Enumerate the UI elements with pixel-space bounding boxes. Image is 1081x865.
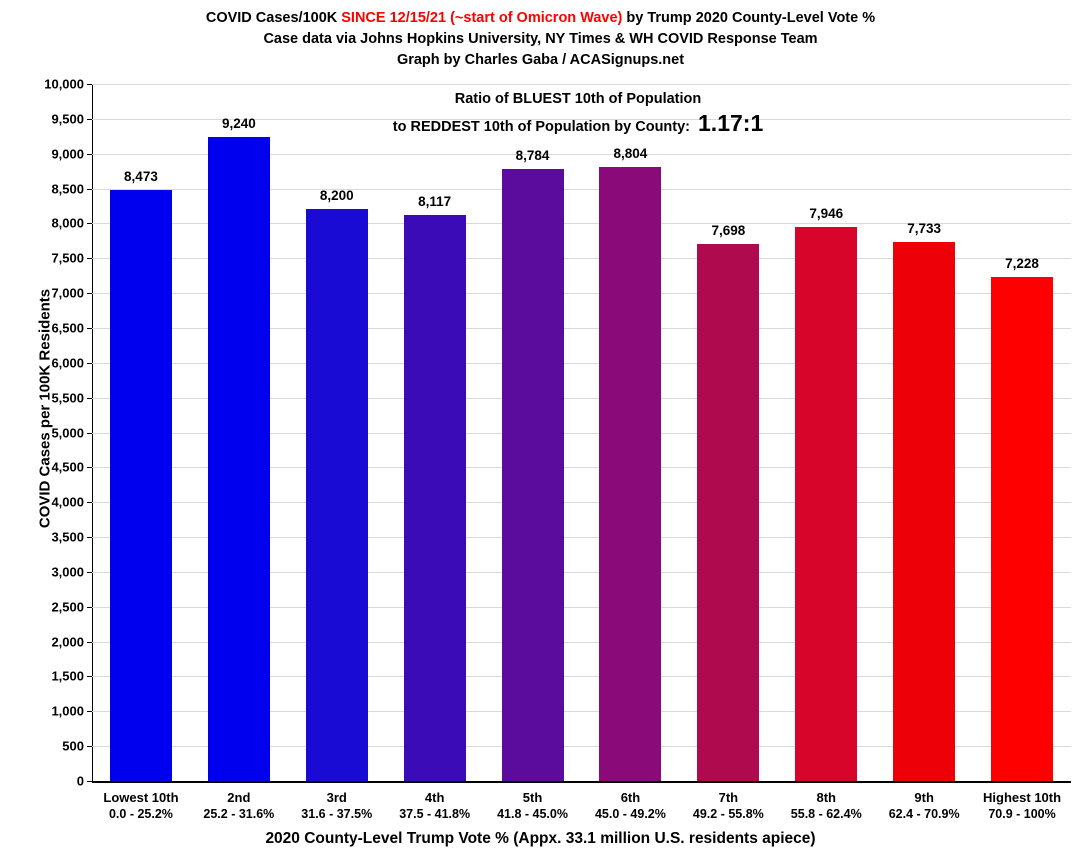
bar-value-label: 8,784 [515,147,550,163]
y-axis-title: COVID Cases per 100K Residents [36,288,54,529]
ratio-annotation-line-1: Ratio of BLUEST 10th of Population [454,91,702,107]
y-tick-label: 6,000 [51,355,84,371]
x-tick-label: 7th [718,790,739,805]
bar[interactable] [893,242,955,781]
bar-value-label: 8,117 [418,194,452,210]
x-tick-label: 5th [522,790,543,805]
y-tick-mark [87,258,92,259]
y-tick-label: 1,500 [51,668,84,684]
bar-value-label: 8,473 [124,169,158,185]
x-tick-range-label: 62.4 - 70.9% [888,807,960,821]
x-tick-range-label: 37.5 - 41.8% [399,807,471,821]
bar[interactable] [110,190,172,781]
y-tick-label: 6,500 [51,320,84,336]
y-tick-mark [87,537,92,538]
y-tick-mark [87,363,92,364]
y-tick-label: 8,000 [51,215,84,231]
x-tick-label: Highest 10th [983,790,1062,805]
bar-value-label: 7,228 [1005,256,1039,272]
y-tick-label: 4,500 [51,459,84,475]
bar[interactable] [502,169,564,781]
x-tick-label: Lowest 10th [103,790,179,805]
y-tick-mark [87,642,92,643]
x-tick-range-label: 31.6 - 37.5% [301,807,373,821]
ratio-annotation-line-2: to REDDEST 10th of Population by County: [392,119,691,135]
y-tick-label: 3,500 [51,529,84,545]
x-tick-range-label: 41.8 - 45.0% [497,807,568,821]
chart-title-part-1: COVID Cases/100K [205,10,342,26]
bar[interactable] [991,277,1053,781]
y-tick-label: 2,000 [51,634,84,650]
bar-value-label: 7,733 [907,221,942,236]
y-tick-label: 9,500 [51,111,84,127]
y-tick-label: 1,000 [51,703,84,719]
x-tick-group [962,789,1081,823]
ratio-annotation-value: 1.17:1 [698,110,764,136]
y-tick-mark [87,293,92,294]
y-tick-label: 7,000 [51,285,84,301]
y-tick-mark [87,502,92,503]
x-axis-title: 2020 County-Level Trump Vote % (Appx. 33.1 million U.S. residents apiece) [265,830,816,847]
bar-value-label: 8,200 [319,188,354,204]
x-tick-label: 4th [424,790,445,805]
x-tick-range-label: 0.0 - 25.2% [108,807,173,821]
x-tick-range-label: 49.2 - 55.8% [692,807,764,821]
y-tick-label: 8,500 [51,181,84,197]
y-tick-mark [87,607,92,608]
y-tick-label: 5,500 [51,390,84,406]
bar[interactable] [697,244,759,781]
x-tick-range-label: 55.8 - 62.4% [790,807,862,821]
gridline [92,84,1071,85]
y-tick-label: 4,000 [51,494,84,510]
y-tick-label: 0 [76,773,84,789]
ratio-annotation [378,88,778,138]
y-tick-mark [87,572,92,573]
x-tick-label: 8th [816,790,836,805]
bar[interactable] [404,215,466,781]
y-tick-mark [87,328,92,329]
bar-value-label: 7,698 [711,223,746,239]
chart-subtitle-author: Graph by Charles Gaba / ACASignups.net [396,52,685,68]
y-tick-mark [87,223,92,224]
bar[interactable] [208,137,270,781]
x-tick-label: 3rd [326,790,347,805]
y-tick-label: 5,000 [51,425,84,440]
y-tick-mark [87,119,92,120]
y-tick-label: 10,000 [44,76,84,92]
y-tick-label: 2,500 [51,599,84,615]
y-tick-mark [87,781,92,782]
y-tick-mark [87,154,92,155]
bar-value-label: 8,804 [613,146,648,162]
y-tick-mark [87,711,92,712]
x-tick-range-label: 45.0 - 49.2% [594,807,666,821]
x-tick-range-label: 25.2 - 31.6% [203,807,275,821]
bar[interactable] [795,227,857,781]
y-tick-mark [87,676,92,677]
x-tick-range-label: 70.9 - 100% [988,807,1056,821]
bar[interactable] [599,167,661,781]
chart-title-highlight: SINCE 12/15/21 (~start of Omicron Wave) [341,10,623,26]
x-axis-line [92,781,1071,783]
y-tick-label: 9,000 [51,146,84,162]
x-tick-label: 9th [914,790,934,805]
y-tick-label: 500 [62,738,84,754]
y-tick-label: 3,000 [51,564,84,580]
y-tick-mark [87,467,92,468]
bar[interactable] [306,209,368,781]
y-tick-label: 7,500 [51,250,84,266]
y-tick-mark [87,84,92,85]
y-tick-mark [87,189,92,190]
chart-title-part-2: by Trump 2020 County-Level Vote % [622,10,876,26]
bar-value-label: 7,946 [809,206,844,222]
chart-subtitle-source: Case data via Johns Hopkins University, NY Times & WH COVID Response Team [263,31,818,47]
y-tick-mark [87,433,92,434]
y-tick-mark [87,746,92,747]
bar-value-label: 9,240 [221,115,256,131]
x-tick-label: 2nd [227,790,251,805]
x-tick-label: 6th [620,790,641,805]
y-tick-mark [87,398,92,399]
